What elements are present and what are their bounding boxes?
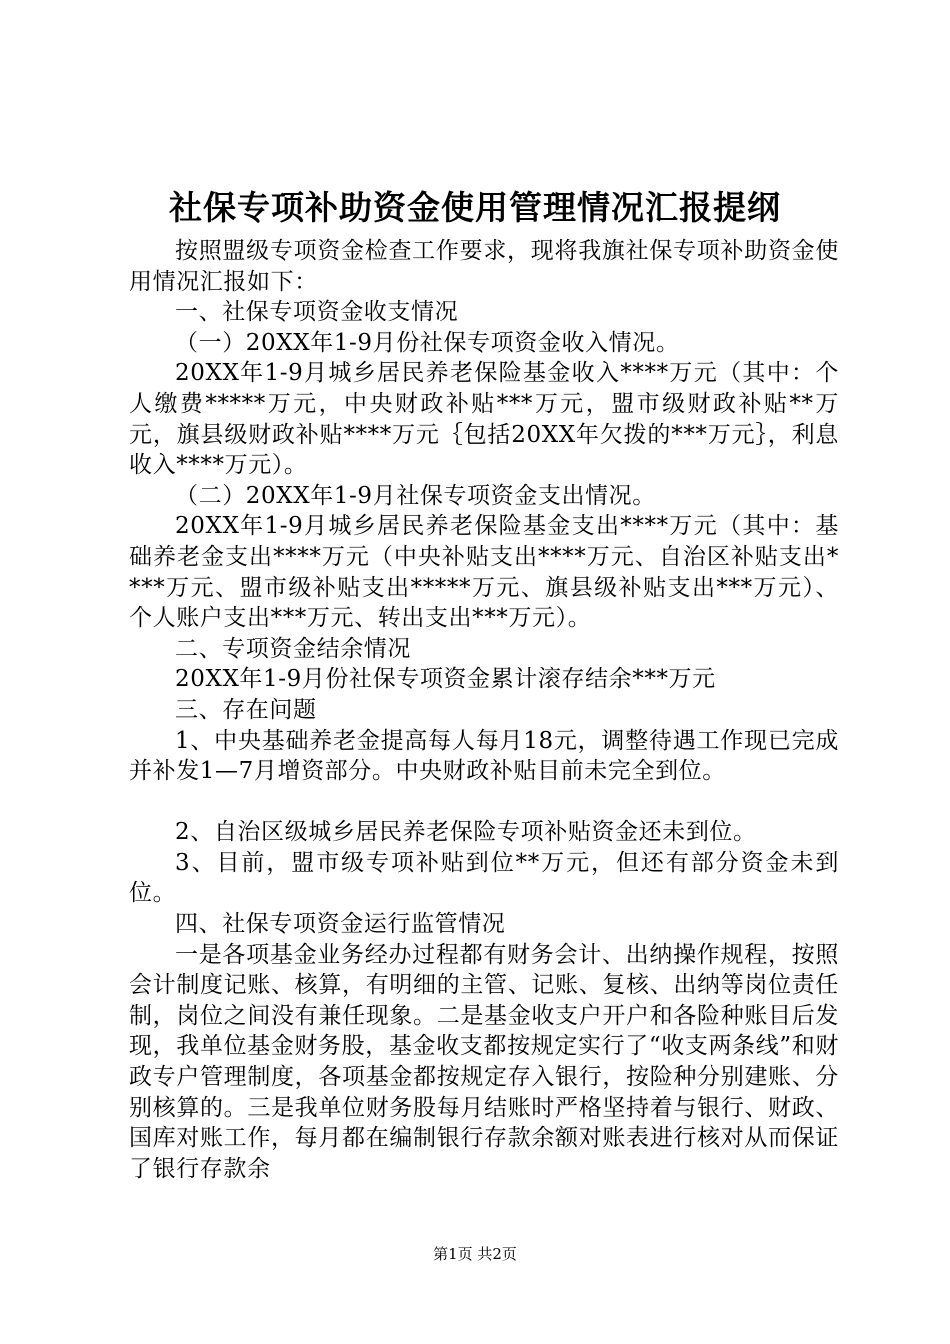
- paragraph-intro: 按照盟级专项资金检查工作要求，现将我旗社保专项补助资金使用情况汇报如下：: [129, 238, 839, 295]
- paragraph-income: 20XX年1-9月城乡居民养老保险基金收入****万元（其中：个人缴费*****万元，中央财政补贴***万元，盟市级财政补贴**万元，旗县级财政补贴****万元｛包括20XX年欠拨的***万元｝，利息收入****万元）。: [129, 360, 839, 479]
- heading-section-1: 一、社保专项资金收支情况: [175, 299, 459, 326]
- paragraph-balance: 20XX年1-9月份社保专项资金累计滚存结余***万元: [175, 666, 716, 693]
- document-body: [129, 236, 839, 1184]
- paragraph-problem-3: 3、目前，盟市级专项补贴到位**万元，但还有部分资金未到位。: [129, 849, 839, 907]
- subheading-expense: （二）20XX年1-9月社保专项资金支出情况。: [175, 482, 656, 509]
- heading-section-2: 二、专项资金结余情况: [175, 635, 411, 662]
- heading-section-4: 四、社保专项资金运行监管情况: [175, 911, 506, 938]
- heading-section-3: 三、存在问题: [175, 696, 317, 723]
- subheading-income: （一）20XX年1-9月份社保专项资金收入情况。: [175, 329, 680, 356]
- page-number-footer: 第1页 共2页: [433, 1245, 517, 1263]
- paragraph-problem-1: 1、中央基础养老金提高每人每月18元，调整待遇工作现已完成并补发1—7月增资部分。中央财政补贴目前未完全到位。: [129, 727, 839, 785]
- paragraph-problem-2: 2、自治区级城乡居民养老保险专项补贴资金还未到位。: [175, 819, 757, 846]
- paragraph-supervision: 一是各项基金业务经办过程都有财务会计、出纳操作规程，按照会计制度记账、核算，有明细的主管、记账、复核、出纳等岗位责任制，岗位之间没有兼任现象。二是基金收支户开户和各险种账目后发现，我单位基金财务股，基金收支都按规定实行了“收支两条线”和财政专户管理制度，各项基金都按规定存入银行，按险种分别建账、分别核算的。三是我单位财务股每月结账时严格坚持着与银行、财政、国库对账工作，每月都在编制银行存款余额对账表进行核对从而保证了银行存款余: [129, 941, 839, 1182]
- document-title: 社保专项补助资金使用管理情况汇报提纲: [169, 188, 781, 227]
- paragraph-expense: 20XX年1-9月城乡居民养老保险基金支出****万元（其中：基础养老金支出****万元（中央补贴支出****万元、自治区补贴支出****万元、盟市级补贴支出*****万元、旗县级补贴支出***万元）、个人账户支出***万元、转出支出***万元）。: [129, 513, 839, 632]
